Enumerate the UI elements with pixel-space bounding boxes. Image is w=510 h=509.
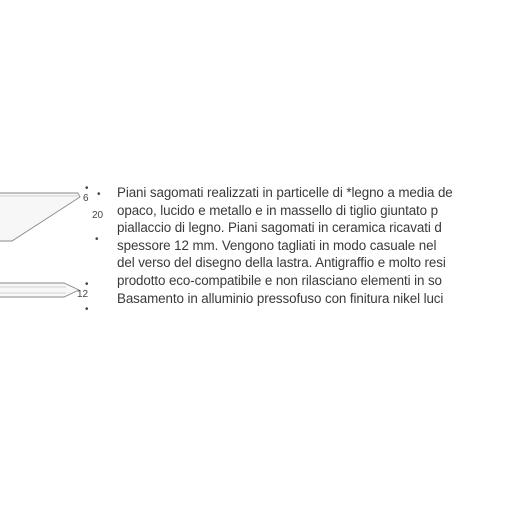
bullet-dot: • <box>95 234 99 245</box>
dimension-label-20: 20 <box>92 210 104 221</box>
bullet-dot: • <box>97 189 101 200</box>
description-line: prodotto eco-compatibile e non rilasciano elementi in so <box>117 272 442 288</box>
shaped-top-profile <box>0 193 80 241</box>
description-line: piallaccio di legno. Piani sagomati in ceramica ricavati d <box>117 220 442 236</box>
dimension-label-6: 6 <box>83 193 89 204</box>
bullet-dot: • <box>85 304 89 315</box>
description-line: spessore 12 mm. Vengono tagliati in modo casuale nel <box>117 237 437 253</box>
description-line: Piani sagomati realizzati in particelle di *legno a media de <box>117 185 453 200</box>
product-description <box>117 184 510 307</box>
table-top-profile-drawings <box>0 0 110 509</box>
bullet-dot: • <box>85 279 89 290</box>
ceramic-top-profile <box>0 283 79 297</box>
description-line: del verso del disegno della lastra. Antigraffio e molto resi <box>117 255 446 271</box>
description-line: Basamento in alluminio pressofuso con finitura nikel luci <box>117 290 444 306</box>
bullet-dot: • <box>85 183 89 194</box>
dimension-label-12: 12 <box>77 289 89 300</box>
description-line: opaco, lucido e metallo e in massello di tiglio giuntato p <box>117 202 438 218</box>
